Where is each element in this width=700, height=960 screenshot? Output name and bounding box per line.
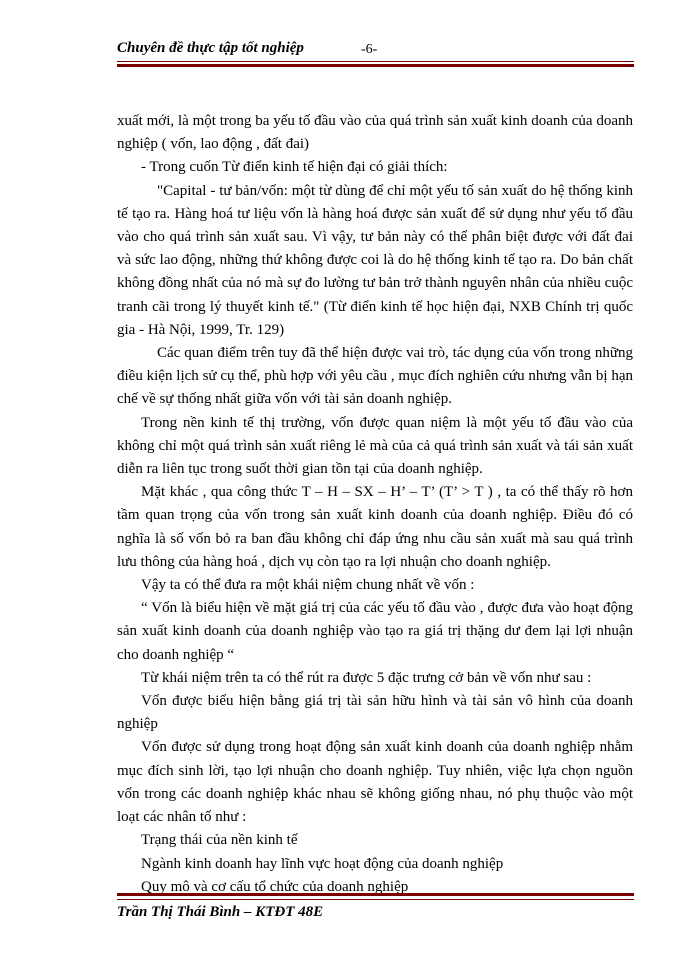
paragraph-definition: “ Vốn là biểu hiện về mặt giá trị của các yếu tố đầu vào , được đưa vào hoạt động sản xuất kinh doanh của doanh nghiệp vào tạo ra giá trị thặng dư đem lại lợi nhuận cho doanh nghiệp “ xyxy=(117,600,633,663)
paragraph-9: Từ khái niệm trên ta có thể rút ra được 5 đặc trưng cở bản về vốn như sau : xyxy=(141,669,592,686)
footer-rule-top xyxy=(117,893,634,896)
paragraph-formula: Mặt khác , qua công thức T – H – SX – H’ – T’ (T’ > T ) , ta có thể thấy rõ hơn tầm quan trọng của vốn trong sản xuất kinh doanh của doanh nghiệp. Điều đó có nghĩa là số vốn bỏ ra ban đầu không chỉ đáp ứng nhu cầu sản xuất mà sau quá trình lưu thông của hàng hoá , dịch vụ còn tạo ra lợi nhuận cho doanh nghiệp. xyxy=(117,484,633,570)
paragraph-quote-capital: "Capital - tư bản/vốn: một từ dùng để chỉ một yếu tố sản xuất do hệ thống kinh tế tạo ra. Hàng hoá tư liệu vốn là hàng hoá được sản xuất để sử dụng như yếu tố đầu vào cho quá trình sản xuất sau. Vì vậy, tư bản này có thể phân biệt được với đất đai và sức lao động, những thứ không được coi là do hệ thống kinh tế tạo ra. Do bản chất không đồng nhất của nó mà sự đo lường tư bản trở thành nguyên nhân của nhiều cuộc tranh cãi trong lý thuyết kinh tế." (Từ điển kinh tế học hiện đại, NXB Chính trị quốc gia - Hà Nội, 1999, Tr. 129) xyxy=(117,182,633,338)
paragraph-1: xuất mới, là một trong ba yếu tố đầu vào của quá trình sản xuất kinh doanh của doanh nghiệp ( vốn, lao động , đất đai) xyxy=(117,113,633,153)
paragraph-11: Vốn được sử dụng trong hoạt động sản xuất kinh doanh của doanh nghiệp nhằm mục đích sinh lời, tạo lợi nhuận cho doanh nghiệp. Tuy nhiên, việc lựa chọn nguồn vốn trong các doanh nghiệp khác nhau sẽ không giống nhau, nó phụ thuộc vào một loạt các nhân tố như : xyxy=(117,739,633,826)
paragraph-4: Các quan điểm trên tuy đã thể hiện được vai trò, tác dụng của vốn trong những điều kiện lịch sử cụ thể, phù hợp với yêu cầu , mục đích nghiên cứu nhưng vẫn bị hạn chế về sự thống nhất giữa vốn với tài sản doanh nghiệp. xyxy=(117,345,633,408)
footer-author: Trần Thị Thái Bình – KTĐT 48E xyxy=(117,904,324,920)
footer-rule-bottom xyxy=(117,899,634,900)
body-text xyxy=(117,110,633,899)
paragraph-10: Vốn được biểu hiện bằng giá trị tài sản hữu hình và tài sản vô hình của doanh nghiệp xyxy=(117,693,633,733)
header-title: Chuyên đề thực tập tốt nghiệp xyxy=(117,40,304,56)
list-item: Trạng thái của nền kinh tế xyxy=(141,832,298,849)
header-rule-top xyxy=(117,61,634,62)
page-number: -6- xyxy=(361,42,378,57)
paragraph-2: - Trong cuốn Từ điển kinh tế hiện đại có giải thích: xyxy=(141,159,448,176)
list-item: Ngành kinh doanh hay lĩnh vực hoạt động của doanh nghiệp xyxy=(141,855,504,872)
paragraph-7: Vậy ta có thể đưa ra một khái niệm chung nhất về vốn : xyxy=(141,577,475,594)
header-rule-bottom xyxy=(117,64,634,67)
list-item: Quy mô và cơ cấu tổ chức của doanh nghiệp xyxy=(141,878,409,895)
paragraph-5: Trong nền kinh tế thị trường, vốn được quan niệm là một yếu tố đầu vào của không chỉ một quá trình sản xuất riêng lẻ mà của cả quá trình sản xuất và tái sản xuất diễn ra liên tục trong suốt thời gian tồn tại của doanh nghiệp. xyxy=(117,414,633,478)
